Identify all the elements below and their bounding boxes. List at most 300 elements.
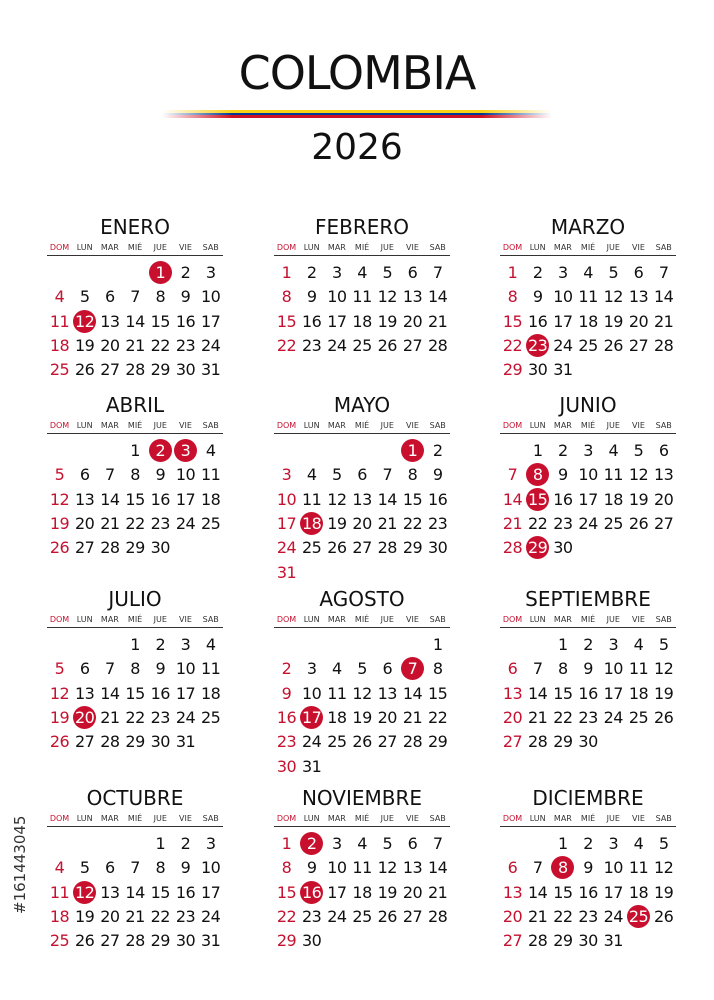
calendar-day: 29: [150, 931, 170, 951]
calendar-day: 7: [532, 659, 543, 679]
weekday-divider: [274, 433, 450, 434]
calendar-day: 13: [628, 287, 649, 307]
calendar-day: 2: [558, 441, 568, 460]
sunday-day: 13: [502, 683, 523, 703]
calendar-day: 30: [578, 732, 598, 752]
holiday-day: 12: [72, 881, 97, 904]
sunday-day: 29: [502, 360, 523, 380]
calendar-day: 15: [125, 683, 145, 703]
calendar-day: 29: [150, 360, 170, 380]
calendar-day: 24: [302, 732, 322, 752]
weekday-label: VIE: [632, 243, 645, 252]
weekday-label: LUN: [529, 243, 546, 252]
calendar-day: 1: [558, 834, 568, 853]
weekday-label: MIÉ: [354, 421, 370, 430]
calendar-day: 24: [327, 906, 347, 926]
sunday-day: 1: [281, 263, 292, 282]
calendar-day: 20: [402, 882, 423, 902]
sunday-day: 23: [276, 732, 297, 752]
holiday-day: 8: [550, 856, 575, 879]
calendar-day: 7: [130, 858, 140, 878]
sunday-day: 31: [276, 562, 297, 582]
weekday-label: LUN: [76, 814, 93, 823]
sunday-day: 11: [49, 882, 70, 902]
calendar-day: 23: [150, 707, 170, 727]
calendar-day: 10: [201, 858, 221, 878]
sunday-day: 30: [276, 756, 297, 776]
weekday-label: VIE: [406, 421, 419, 430]
calendar-day: 15: [428, 683, 448, 703]
sunday-day: 16: [276, 707, 297, 727]
calendar-day: 25: [327, 732, 347, 752]
calendar-day: 1: [130, 635, 140, 654]
calendar-day: 2: [432, 441, 443, 460]
weekday-label: JUE: [153, 243, 167, 252]
calendar-day: 19: [377, 311, 397, 331]
calendar-day: 6: [105, 287, 115, 307]
month-name: ENERO: [100, 215, 170, 239]
weekday-label: MAR: [327, 243, 346, 252]
weekday-label: DOM: [276, 421, 297, 430]
weekday-divider: [500, 255, 676, 256]
calendar-day: 23: [175, 335, 196, 355]
calendar-day: 24: [578, 513, 598, 533]
weekday-label: MIÉ: [580, 814, 596, 823]
calendar-day: 21: [528, 906, 548, 926]
calendar-day: 29: [125, 732, 145, 752]
calendar-day: 3: [180, 635, 191, 654]
calendar-day: 31: [603, 931, 623, 951]
weekday-label: DOM: [502, 814, 523, 823]
calendar-day: 10: [603, 659, 623, 679]
calendar-day: 3: [608, 635, 619, 654]
month-name: FEBRERO: [314, 215, 410, 239]
holiday-day: 25: [626, 905, 651, 928]
calendar-day: 18: [201, 489, 221, 509]
calendar-day: 4: [583, 263, 593, 282]
calendar-day: 23: [302, 906, 322, 926]
calendar-day: 25: [302, 538, 322, 558]
sunday-day: 22: [276, 335, 297, 355]
holiday-day: 3: [173, 439, 198, 462]
calendar-day: 3: [608, 834, 619, 853]
calendar-day: 26: [352, 732, 372, 752]
calendar-day: 6: [658, 441, 669, 460]
calendar-day: 28: [428, 906, 448, 926]
calendar-day: 28: [528, 732, 548, 752]
weekday-label: VIE: [179, 421, 192, 430]
calendar-day: 18: [327, 707, 347, 727]
calendar-day: 16: [428, 489, 448, 509]
calendar-day: 26: [377, 335, 397, 355]
calendar-day: 17: [327, 882, 347, 902]
weekday-label: MIÉ: [580, 615, 596, 624]
calendar-day: 5: [382, 263, 393, 282]
calendar-day: 11: [302, 489, 322, 509]
calendar-day: 21: [100, 707, 120, 727]
weekday-label: MAR: [100, 421, 119, 430]
calendar-day: 22: [553, 906, 573, 926]
calendar-day: 19: [75, 335, 95, 355]
calendar-day: 11: [352, 858, 372, 878]
holiday-day: 29: [525, 536, 550, 559]
calendar-day: 10: [175, 465, 196, 485]
calendar-day: 30: [553, 538, 573, 558]
calendar-day: 3: [558, 263, 568, 282]
calendar-day: 3: [205, 834, 216, 853]
calendar-day: 5: [332, 465, 342, 485]
calendar-day: 27: [377, 732, 397, 752]
sunday-day: 17: [276, 513, 297, 533]
calendar-day: 19: [75, 906, 95, 926]
weekday-label: SAB: [202, 814, 219, 823]
calendar-day: 5: [658, 834, 669, 853]
calendar-day: 3: [583, 441, 593, 460]
weekday-label: JUE: [153, 421, 167, 430]
calendar-day: 8: [407, 465, 418, 485]
weekday-label: JUE: [153, 615, 167, 624]
weekday-label: LUN: [529, 421, 546, 430]
calendar-day: 2: [583, 834, 593, 853]
calendar-day: 11: [628, 858, 649, 878]
weekday-label: DOM: [502, 615, 523, 624]
calendar-day: 14: [528, 882, 548, 902]
calendar-day: 6: [407, 834, 418, 853]
calendar-day: 12: [377, 287, 397, 307]
sunday-day: 24: [276, 538, 297, 558]
holiday-day: 15: [525, 488, 550, 511]
holiday-day: 2: [148, 439, 173, 462]
calendar-day: 1: [432, 635, 443, 654]
calendar-day: 2: [583, 635, 593, 654]
weekday-label: DOM: [49, 243, 70, 252]
calendar-day: 7: [532, 858, 543, 878]
calendar-day: 24: [327, 335, 347, 355]
weekday-divider: [47, 433, 223, 434]
calendar-day: 27: [352, 538, 372, 558]
calendar-day: 21: [428, 311, 448, 331]
weekday-divider: [47, 255, 223, 256]
calendar-day: 1: [155, 834, 166, 853]
sunday-day: 1: [281, 834, 292, 853]
weekday-label: VIE: [179, 243, 192, 252]
weekday-label: SAB: [429, 814, 446, 823]
calendar-day: 19: [377, 882, 397, 902]
calendar-day: 11: [578, 287, 598, 307]
weekday-label: SAB: [655, 814, 672, 823]
calendar-day: 21: [125, 335, 145, 355]
weekday-label: VIE: [406, 243, 419, 252]
calendar-day: 6: [79, 659, 90, 679]
calendar-day: 18: [628, 882, 649, 902]
calendar-day: 29: [402, 538, 423, 558]
calendar-day: 30: [175, 931, 196, 951]
calendar-day: 12: [654, 858, 674, 878]
calendar-day: 5: [608, 263, 619, 282]
calendar-day: 9: [155, 659, 166, 679]
calendar-day: 6: [633, 263, 644, 282]
calendar-day: 24: [603, 707, 623, 727]
calendar-day: 13: [402, 287, 423, 307]
calendar-day: 17: [175, 489, 196, 509]
weekday-label: SAB: [655, 615, 672, 624]
sunday-day: 28: [502, 538, 523, 558]
calendar-day: 22: [428, 707, 448, 727]
weekday-label: MIÉ: [127, 615, 143, 624]
month-name: MAYO: [333, 393, 391, 417]
sunday-day: 5: [54, 465, 65, 485]
calendar-day: 3: [332, 834, 342, 853]
calendar-day: 30: [150, 538, 170, 558]
calendar-day: 20: [100, 335, 120, 355]
weekday-divider: [274, 255, 450, 256]
calendar-day: 20: [352, 513, 372, 533]
calendar-day: 11: [352, 287, 372, 307]
sunday-day: 15: [502, 311, 523, 331]
calendar-day: 28: [428, 335, 448, 355]
weekday-label: JUE: [606, 814, 620, 823]
month-name: JUNIO: [559, 393, 617, 417]
calendar-title: COLOMBIA: [238, 46, 476, 100]
calendar-day: 24: [201, 906, 221, 926]
calendar-day: 10: [327, 287, 347, 307]
calendar-day: 5: [382, 834, 393, 853]
calendar-day: 4: [608, 441, 619, 460]
weekday-label: LUN: [303, 421, 320, 430]
calendar-day: 2: [180, 834, 191, 853]
calendar-day: 23: [578, 906, 598, 926]
calendar-day: 6: [407, 263, 418, 282]
calendar-day: 2: [306, 263, 317, 282]
sunday-day: 12: [49, 683, 70, 703]
calendar-day: 17: [553, 311, 573, 331]
sunday-day: 18: [49, 906, 70, 926]
calendar-day: 15: [125, 489, 145, 509]
sunday-day: 26: [49, 538, 70, 558]
calendar-day: 19: [654, 882, 674, 902]
calendar-day: 20: [377, 707, 397, 727]
weekday-label: LUN: [76, 615, 93, 624]
weekday-label: DOM: [49, 814, 70, 823]
calendar-day: 24: [553, 335, 573, 355]
weekday-label: MAR: [100, 615, 119, 624]
calendar-day: 25: [628, 707, 649, 727]
calendar-day: 9: [583, 659, 593, 679]
month-name: SEPTIEMBRE: [525, 587, 651, 611]
calendar-day: 13: [377, 683, 397, 703]
calendar-day: 7: [105, 465, 115, 485]
calendar-day: 11: [327, 683, 347, 703]
calendar-day: 14: [100, 489, 120, 509]
calendar-day: 9: [155, 465, 166, 485]
sunday-day: 22: [276, 906, 297, 926]
calendar-day: 1: [532, 441, 543, 460]
calendar-day: 4: [332, 659, 342, 679]
calendar-day: 26: [75, 931, 95, 951]
calendar-day: 4: [357, 834, 367, 853]
sunday-day: 1: [507, 263, 518, 282]
weekday-label: MIÉ: [127, 421, 143, 430]
sunday-day: 8: [507, 287, 518, 307]
calendar-day: 22: [150, 906, 170, 926]
holiday-day: 1: [148, 261, 173, 284]
calendar-day: 2: [155, 635, 166, 654]
calendar-day: 19: [654, 683, 674, 703]
weekday-label: DOM: [49, 421, 70, 430]
calendar-day: 22: [125, 513, 145, 533]
weekday-label: SAB: [202, 421, 219, 430]
calendar-day: 23: [428, 513, 448, 533]
calendar-day: 31: [302, 756, 322, 776]
weekday-label: MAR: [100, 814, 119, 823]
calendar-day: 10: [302, 683, 322, 703]
colombia-flag-stripe: [162, 110, 552, 118]
calendar-day: 28: [125, 360, 145, 380]
calendar-day: 15: [150, 882, 170, 902]
calendar-day: 24: [201, 335, 221, 355]
weekday-label: LUN: [76, 243, 93, 252]
calendar-day: 30: [528, 360, 548, 380]
calendar-day: 24: [175, 513, 196, 533]
calendar-day: 6: [79, 465, 90, 485]
weekday-label: MAR: [327, 615, 346, 624]
weekday-label: DOM: [276, 814, 297, 823]
sunday-day: 4: [54, 858, 65, 878]
calendar-day: 17: [327, 311, 347, 331]
calendar-day: 10: [553, 287, 573, 307]
calendar-day: 12: [377, 858, 397, 878]
calendar-day: 12: [654, 659, 674, 679]
weekday-label: MIÉ: [580, 421, 596, 430]
sunday-day: 18: [49, 335, 70, 355]
calendar-day: 25: [603, 513, 623, 533]
holiday-day: 7: [400, 657, 425, 680]
calendar-day: 20: [75, 513, 95, 533]
weekday-label: SAB: [429, 421, 446, 430]
weekday-label: DOM: [49, 615, 70, 624]
weekday-divider: [500, 627, 676, 628]
sunday-day: 13: [502, 882, 523, 902]
calendar-day: 31: [553, 360, 573, 380]
calendar-day: 15: [402, 489, 423, 509]
weekday-label: SAB: [202, 615, 219, 624]
calendar-day: 12: [603, 287, 623, 307]
calendar-day: 15: [553, 882, 573, 902]
calendar-day: 28: [402, 732, 423, 752]
calendar-day: 16: [578, 882, 598, 902]
calendar-day: 4: [633, 834, 644, 853]
calendar-day: 21: [654, 311, 674, 331]
holiday-day: 18: [299, 512, 324, 535]
sunday-day: 20: [502, 707, 523, 727]
calendar-day: 19: [628, 489, 649, 509]
calendar-day: 31: [201, 931, 221, 951]
calendar-day: 18: [352, 311, 372, 331]
calendar-day: 30: [302, 931, 322, 951]
weekday-divider: [500, 433, 676, 434]
weekday-label: VIE: [179, 814, 192, 823]
calendar-day: 16: [578, 683, 598, 703]
flag-stripe-red: [162, 115, 552, 118]
calendar-day: 14: [428, 858, 448, 878]
calendar-day: 15: [553, 683, 573, 703]
month-name: JULIO: [108, 587, 162, 611]
weekday-label: MAR: [100, 243, 119, 252]
weekday-label: SAB: [655, 421, 672, 430]
calendar-day: 14: [402, 683, 423, 703]
sunday-day: 4: [54, 287, 65, 307]
calendar-day: 25: [201, 707, 221, 727]
calendar-day: 23: [553, 513, 573, 533]
calendar-day: 27: [100, 931, 120, 951]
calendar-day: 13: [75, 683, 95, 703]
weekday-divider: [500, 826, 676, 827]
weekday-label: SAB: [429, 243, 446, 252]
calendar-day: 22: [528, 513, 548, 533]
weekday-label: JUE: [606, 421, 620, 430]
calendar-day: 14: [528, 683, 548, 703]
calendar-day: 16: [175, 882, 196, 902]
calendar-day: 22: [150, 335, 170, 355]
calendar-day: 17: [578, 489, 598, 509]
calendar-day: 11: [628, 659, 649, 679]
calendar-day: 1: [558, 635, 568, 654]
calendar-day: 31: [175, 732, 196, 752]
calendar-day: 16: [150, 683, 170, 703]
weekday-label: VIE: [632, 814, 645, 823]
weekday-label: JUE: [153, 814, 167, 823]
sunday-day: 15: [276, 882, 297, 902]
weekday-label: VIE: [406, 814, 419, 823]
calendar-day: 27: [402, 906, 423, 926]
calendar-day: 17: [201, 882, 221, 902]
calendar-day: 7: [105, 659, 115, 679]
calendar-day: 27: [75, 538, 95, 558]
calendar-day: 20: [628, 311, 649, 331]
weekday-label: VIE: [406, 615, 419, 624]
calendar-day: 16: [150, 489, 170, 509]
calendar-day: 21: [528, 707, 548, 727]
calendar-day: 24: [175, 707, 196, 727]
holiday-day: 17: [299, 706, 324, 729]
calendar-day: 7: [432, 834, 443, 853]
weekday-label: LUN: [303, 615, 320, 624]
calendar-day: 17: [603, 683, 623, 703]
calendar-day: 24: [603, 906, 623, 926]
calendar-day: 17: [201, 311, 221, 331]
weekday-label: MIÉ: [354, 814, 370, 823]
calendar-day: 31: [201, 360, 221, 380]
calendar-day: 29: [553, 931, 573, 951]
calendar-day: 25: [201, 513, 221, 533]
calendar-day: 7: [658, 263, 669, 282]
calendar-day: 10: [603, 858, 623, 878]
holiday-day: 2: [299, 832, 324, 855]
calendar-day: 13: [402, 858, 423, 878]
calendar-day: 13: [100, 311, 120, 331]
calendar-day: 18: [201, 683, 221, 703]
calendar-day: 27: [100, 360, 120, 380]
calendar-day: 30: [428, 538, 448, 558]
calendar-day: 14: [125, 311, 145, 331]
sunday-day: 8: [281, 858, 292, 878]
calendar-day: 26: [75, 360, 95, 380]
weekday-label: DOM: [276, 243, 297, 252]
calendar-day: 9: [532, 287, 543, 307]
weekday-divider: [47, 826, 223, 827]
weekday-label: MAR: [327, 814, 346, 823]
calendar-day: 5: [79, 858, 90, 878]
